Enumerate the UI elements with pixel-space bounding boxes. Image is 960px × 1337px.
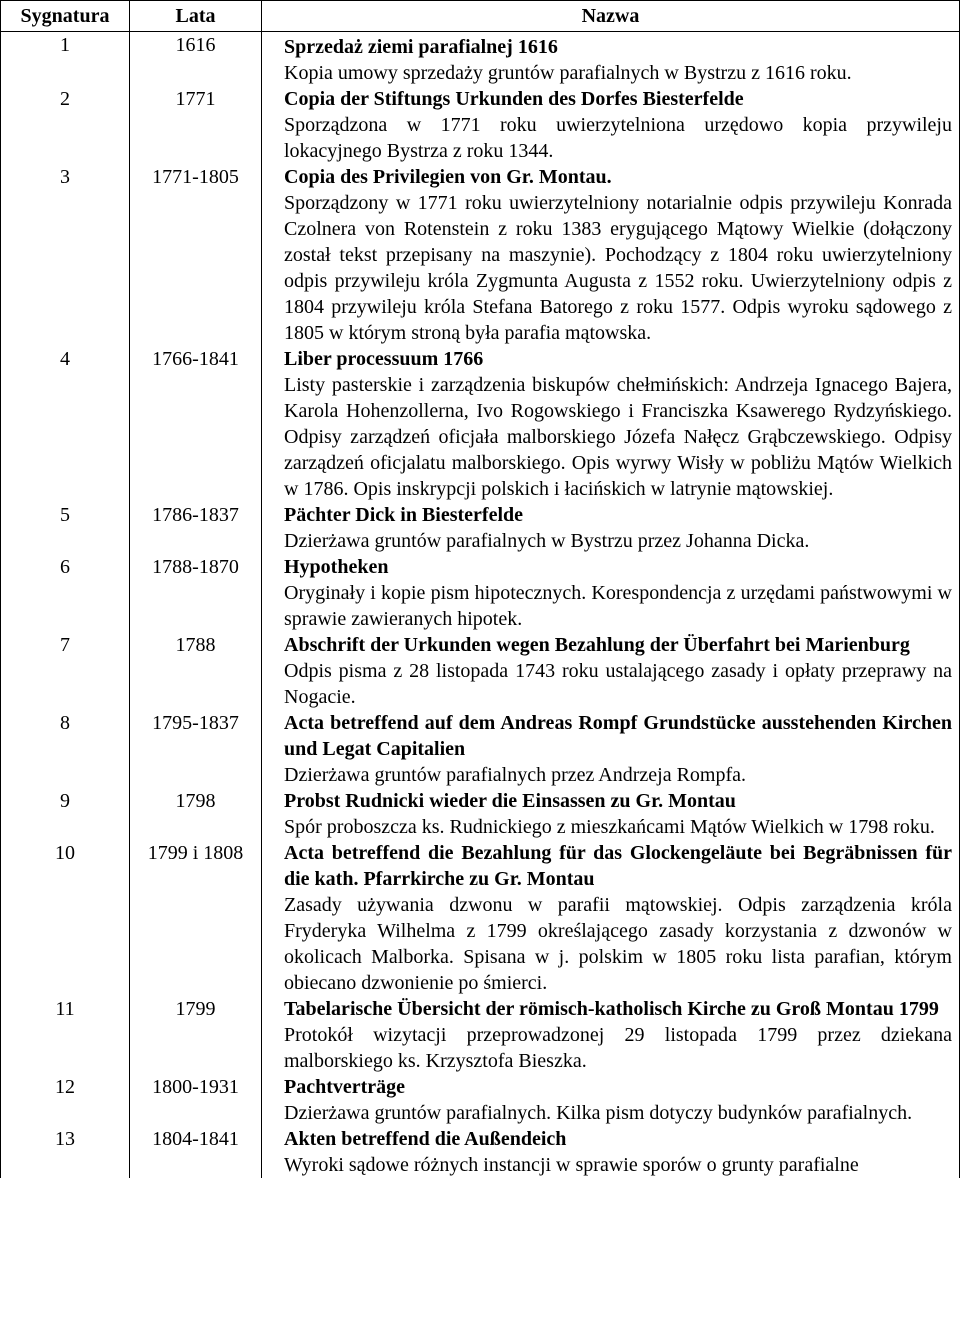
table-row bbox=[1, 164, 959, 346]
row-title: Abschrift der Urkunden wegen Bezahlung der Überfahrt bei Marienburg bbox=[284, 634, 910, 656]
row-title: Copia des Privilegien von Gr. Montau. bbox=[284, 166, 612, 188]
row-description: Dzierżawa gruntów parafialnych w Bystrzu przez Johanna Dicka. bbox=[284, 530, 810, 552]
table-row bbox=[1, 86, 959, 164]
row-description: Dzierżawa gruntów parafialnych. Kilka pism dotyczy budynków parafialnych. bbox=[284, 1102, 913, 1124]
row-description: Wyroki sądowe różnych instancji w sprawie sporów o grunty parafialne bbox=[284, 1154, 859, 1176]
table-row bbox=[1, 996, 959, 1074]
row-name bbox=[262, 164, 959, 346]
row-title: Hypotheken bbox=[284, 556, 389, 578]
row-years: 1616 bbox=[130, 32, 262, 86]
table-header bbox=[1, 0, 959, 32]
row-years: 1799 bbox=[130, 996, 262, 1074]
row-signature: 8 bbox=[1, 710, 130, 788]
row-years: 1804-1841 bbox=[130, 1126, 262, 1178]
row-name bbox=[262, 632, 959, 710]
row-name bbox=[262, 996, 959, 1074]
row-name bbox=[262, 1126, 959, 1178]
row-signature: 5 bbox=[1, 502, 130, 554]
table-row bbox=[1, 840, 959, 996]
table-row bbox=[1, 554, 959, 632]
row-years: 1766-1841 bbox=[130, 346, 262, 502]
row-years: 1788 bbox=[130, 632, 262, 710]
row-years: 1788-1870 bbox=[130, 554, 262, 632]
row-title: Acta betreffend die Bezahlung für das Glockengeläute bei Begräbnissen für die kath. Pfarrkirche zu Gr. Montau bbox=[284, 842, 952, 890]
row-description: Zasady używania dzwonu w parafii mątowskiej. Odpis zarządzenia króla Fryderyka Wilhelma z 1799 określającego zasady korzystania z dzwonów w okolicach Malborka. Spisana w j. polskim w 1805 roku lista parafian, którym obiecano dzwonienie po śmierci. bbox=[284, 894, 952, 994]
row-name bbox=[262, 32, 959, 86]
row-title: Tabelarische Übersicht der römisch-katholisch Kirche zu Groß Montau 1799 bbox=[284, 998, 939, 1020]
row-signature: 4 bbox=[1, 346, 130, 502]
row-title: Sprzedaż ziemi parafialnej 1616 bbox=[284, 36, 558, 58]
header-signature: Sygnatura bbox=[1, 1, 130, 31]
row-name bbox=[262, 788, 959, 840]
row-signature: 13 bbox=[1, 1126, 130, 1178]
row-signature: 2 bbox=[1, 86, 130, 164]
table-row bbox=[1, 346, 959, 502]
row-title: Copia der Stiftungs Urkunden des Dorfes Biesterfelde bbox=[284, 88, 744, 110]
row-description: Kopia umowy sprzedaży gruntów parafialnych w Bystrzu z 1616 roku. bbox=[284, 62, 852, 84]
row-years: 1800-1931 bbox=[130, 1074, 262, 1126]
row-years: 1786-1837 bbox=[130, 502, 262, 554]
table-row bbox=[1, 502, 959, 554]
row-description: Sporządzona w 1771 roku uwierzytelniona urzędowo kopia przywileju lokacyjnego Bystrza z roku 1344. bbox=[284, 114, 952, 162]
row-description: Oryginały i kopie pism hipotecznych. Korespondencja z urzędami państwowymi w sprawie zawieranych hipotek. bbox=[284, 582, 952, 630]
table-row bbox=[1, 710, 959, 788]
row-description: Listy pasterskie i zarządzenia biskupów chełmińskich: Andrzeja Ignacego Bajera, Karola Hohenzollerna, Ivo Rogowskiego i Franciszka Ksawerego Rydzyńskiego. Odpisy zarządzeń oficjała malborskiego Józefa Nałęcz Grąbczewskiego. Odpisy zarządzeń oficjalatu malborskiego. Opis wyrwy Wisły w pobliżu Mątów Wielkich w 1786. Opis inskrypcji polskich i łacińskich w latrynie mątowskiej. bbox=[284, 374, 952, 500]
header-name: Nazwa bbox=[581, 5, 640, 27]
row-name bbox=[262, 840, 959, 996]
row-signature: 1 bbox=[1, 32, 130, 86]
row-title: Acta betreffend auf dem Andreas Rompf Grundstücke ausstehenden Kirchen und Legat Capitalien bbox=[284, 712, 952, 760]
row-signature: 11 bbox=[1, 996, 130, 1074]
row-years: 1795-1837 bbox=[130, 710, 262, 788]
row-description: Dzierżawa gruntów parafialnych przez Andrzeja Rompfa. bbox=[284, 764, 747, 786]
row-signature: 9 bbox=[1, 788, 130, 840]
row-title: Akten betreffend die Außendeich bbox=[284, 1128, 567, 1150]
row-name bbox=[262, 1074, 959, 1126]
table-row bbox=[1, 1074, 959, 1126]
row-title: Pächter Dick in Biesterfelde bbox=[284, 504, 524, 526]
row-description: Spór proboszcza ks. Rudnickiego z mieszkańcami Mątów Wielkich w 1798 roku. bbox=[284, 816, 935, 838]
row-years: 1799 i 1808 bbox=[130, 840, 262, 996]
header-years: Lata bbox=[130, 1, 262, 31]
table-row bbox=[1, 632, 959, 710]
row-signature: 6 bbox=[1, 554, 130, 632]
table-row bbox=[1, 788, 959, 840]
row-years: 1798 bbox=[130, 788, 262, 840]
table-row bbox=[1, 1126, 959, 1178]
row-name bbox=[262, 554, 959, 632]
row-description: Odpis pisma z 28 listopada 1743 roku ustalającego zasady i opłaty przeprawy na Nogacie. bbox=[284, 660, 952, 708]
row-name bbox=[262, 710, 959, 788]
row-years: 1771-1805 bbox=[130, 164, 262, 346]
row-signature: 7 bbox=[1, 632, 130, 710]
row-name bbox=[262, 346, 959, 502]
row-description: Protokół wizytacji przeprowadzonej 29 listopada 1799 przez dziekana malborskiego ks. Krzysztofa Bieszka. bbox=[284, 1024, 952, 1072]
row-title: Liber processuum 1766 bbox=[284, 348, 484, 370]
row-description: Sporządzony w 1771 roku uwierzytelniony notarialnie odpis przywileju Konrada Czolnera von Rotenstein z roku 1383 erygującego Mątowy Wielkie (dołączony został tekst przepisany na maszynie). Pochodzący z 1804 roku uwierzytelniony odpis przywileju króla Zygmunta Augusta z 1552 roku. Uwierzytelniony odpis z 1804 przywileju króla Stefana Batorego z roku 1577. Odpis wyroku sądowego z 1805 w którym stroną była parafia mątowska. bbox=[284, 192, 952, 344]
table-row bbox=[1, 32, 959, 86]
row-signature: 12 bbox=[1, 1074, 130, 1126]
row-title: Pachtverträge bbox=[284, 1076, 406, 1098]
row-title: Probst Rudnicki wieder die Einsassen zu Gr. Montau bbox=[284, 790, 736, 812]
row-name bbox=[262, 502, 959, 554]
row-signature: 3 bbox=[1, 164, 130, 346]
row-signature: 10 bbox=[1, 840, 130, 996]
row-years: 1771 bbox=[130, 86, 262, 164]
row-name bbox=[262, 86, 959, 164]
